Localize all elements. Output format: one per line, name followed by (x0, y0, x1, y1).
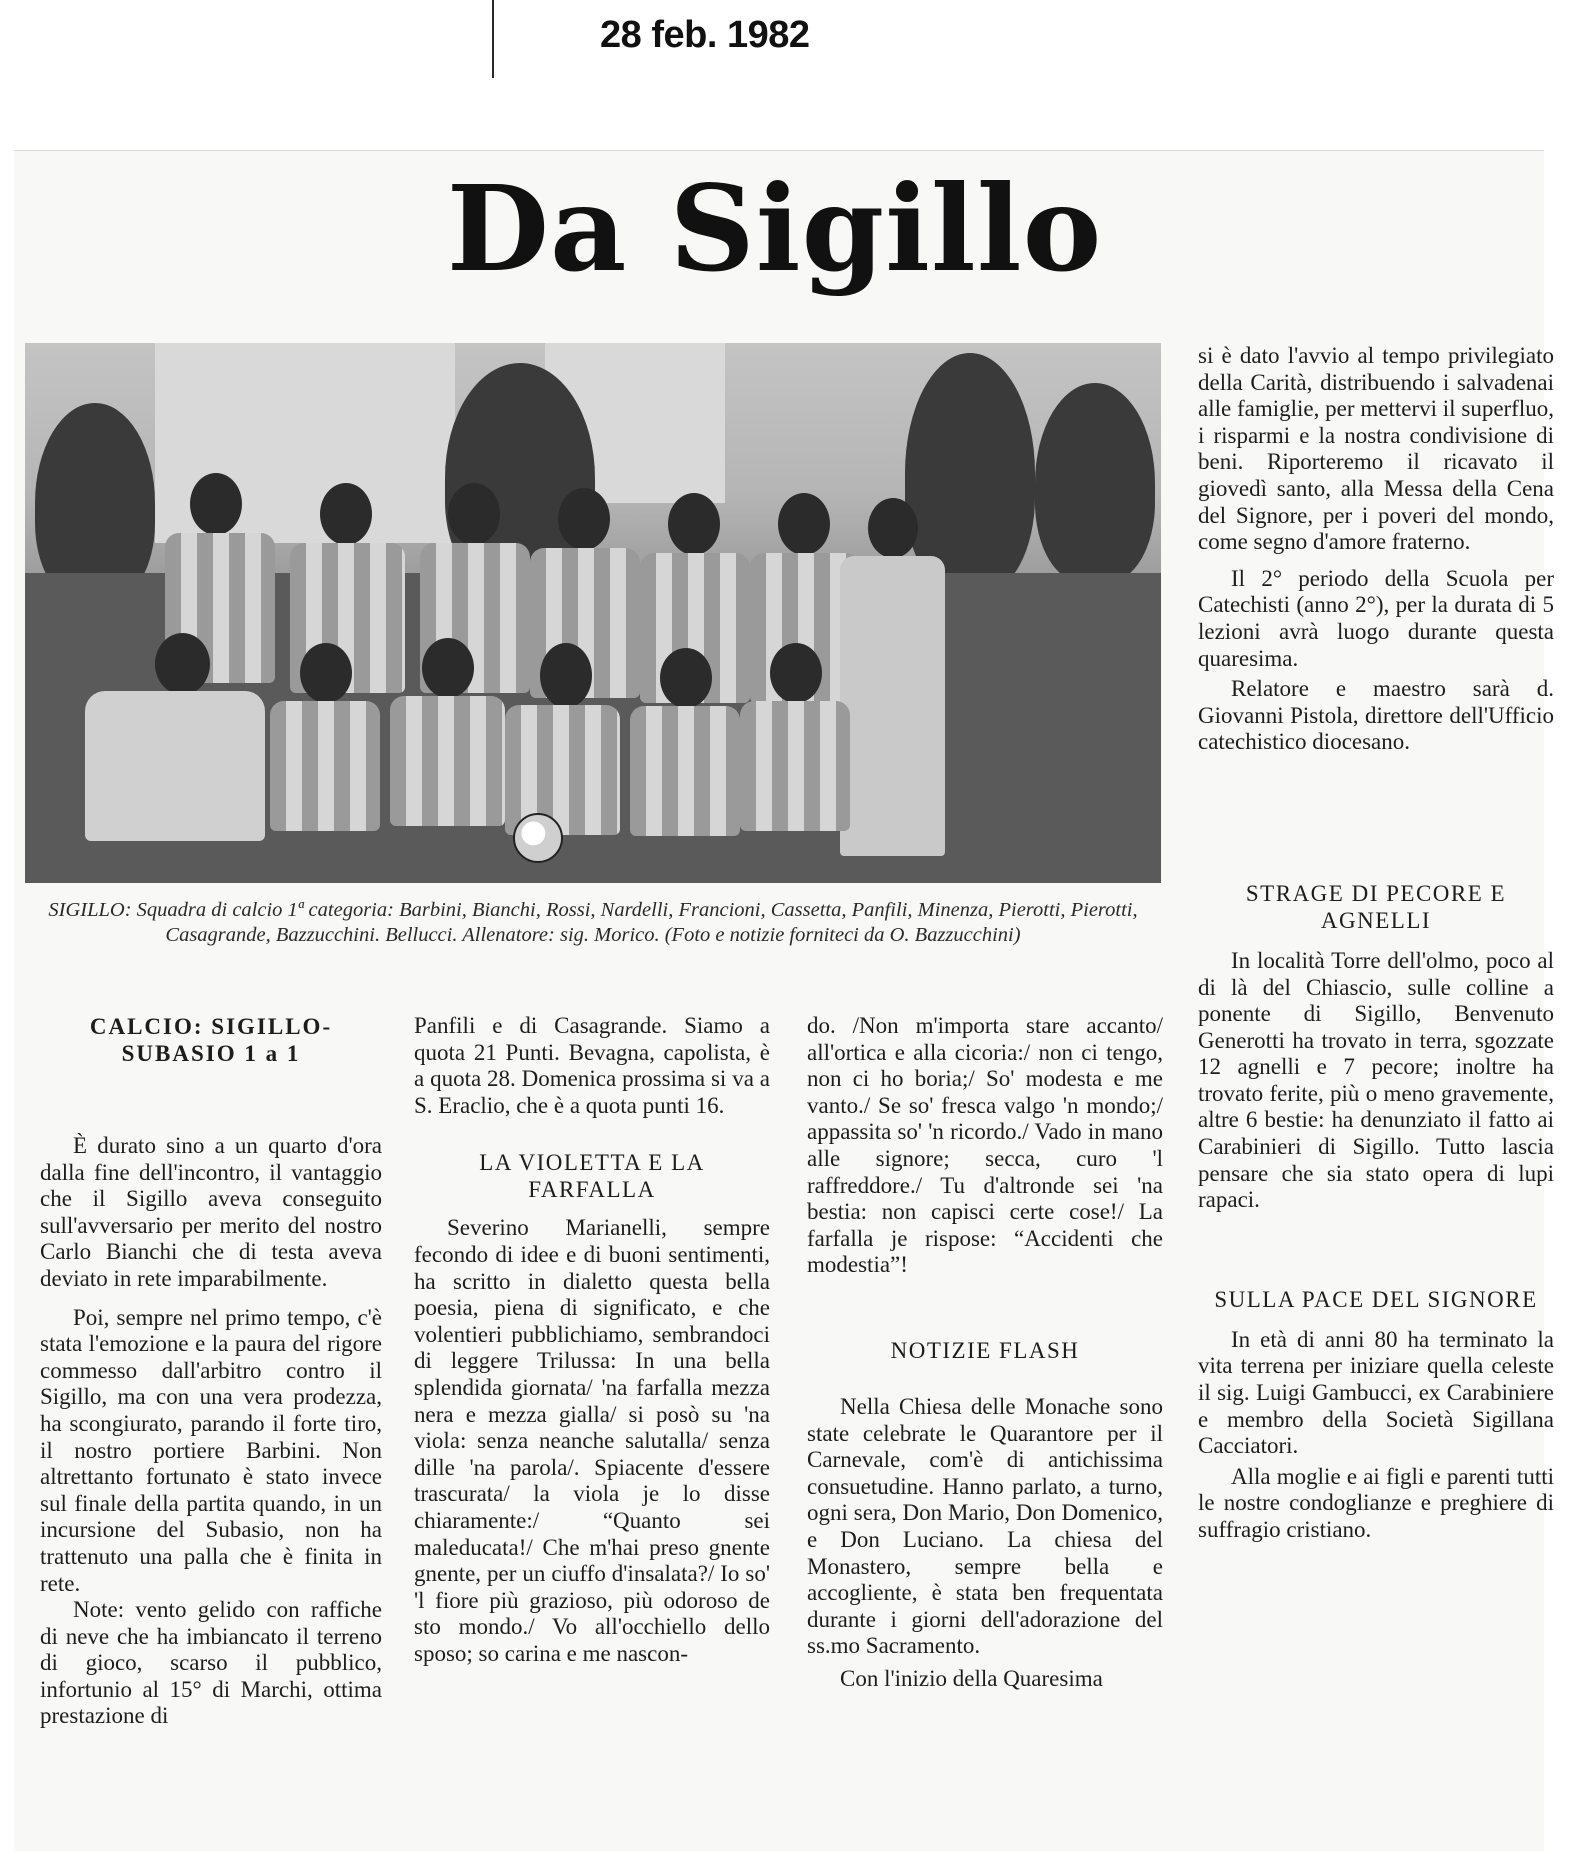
photo-head (422, 638, 474, 698)
photo-head (770, 643, 822, 703)
photo-jacket (85, 691, 265, 841)
column-1 (40, 1013, 382, 1730)
photo-coach-suit (840, 556, 945, 856)
masthead-title (0, 159, 1573, 298)
calcio-paragraph-3: Note: vento gelido con raffiche di neve che ha imbiancato il terreno di gioco, scarso il pubblico, infortunio al 15° di Marchi, ottima prestazione di (40, 1597, 382, 1729)
notizie-paragraph-4: Relatore e maestro sarà d. Giovanni Pistola, direttore dell'Ufficio catechistico diocesano. (1198, 676, 1554, 755)
calcio-paragraph-2: Poi, sempre nel primo tempo, c'è stata l'emozione e la paura del rigore commesso dall'arbitro contro il Sigillo, ma con una vera prodezza, ha scongiurato, parando il forte tiro, il nostro portiere Barbini. Non altrettanto fortunato è stato invece sul finale della partita quando, in un incursione del Subasio, non ha trattenuto una palla che è finita in rete. (40, 1304, 382, 1596)
photo-head (540, 643, 592, 708)
photo-jersey (390, 696, 505, 826)
column-2 (414, 1013, 770, 1667)
photo-head (190, 473, 242, 535)
calcio-paragraph-3-cont: Panfili e di Casagrande. Siamo a quota 21 Punti. Bevagna, capolista, è a quota 28. Domenica prossima si va a S. Eraclio, che è a quota punti 16. (414, 1013, 770, 1118)
notizie-heading: NOTIZIE FLASH (890, 1337, 1080, 1363)
photo-head (778, 493, 830, 555)
photo-jersey (630, 706, 740, 836)
photo-head (448, 483, 500, 545)
notizie-paragraph-2-cont: si è dato l'avvio al tempo privilegiato della Carità, distribuendo i salvadenai alle famiglie, per mettervi il superfluo, i risparmi e la nostra condivisione di beni. Riporteremo il ricavato il giovedì santo, alla Messa della Cena del Signore, per i poveri del mondo, come segno d'amore fraterno. (1198, 343, 1554, 555)
photo-head (868, 498, 918, 558)
masthead-text: Da Sigillo (446, 159, 1103, 298)
photo-jersey (505, 705, 620, 835)
photo-head (320, 483, 372, 545)
pace-paragraph-1: In età di anni 80 ha terminato la vita terrena per iniziare quella celeste il sig. Luigi Gambucci, ex Carabiniere e membro della Società Sigillana Cacciatori. (1198, 1326, 1554, 1459)
photo-jersey (270, 701, 380, 831)
photo-tree (1035, 383, 1155, 583)
team-photo (25, 343, 1161, 883)
photo-head (300, 643, 352, 703)
photo-head (155, 633, 210, 695)
strage-heading: STRAGE DI PECORE E AGNELLI (1245, 880, 1507, 933)
photo-head (558, 488, 610, 550)
photo-caption: SIGILLO: Squadra di calcio 1ª categoria: Barbini, Bianchi, Rossi, Nardelli, Francioni, Cassetta, Panfili, Minenza, Pierotti, Pierotti, Casagrande, Bazzucchini. Bellucci. Allenatore: sig. Morico. (Foto e notizie forniteci da O. Bazzucchini) (48, 899, 1138, 946)
photo-football (513, 813, 563, 863)
notizie-paragraph-1: Nella Chiesa delle Monache sono state celebrate le Quarantore per il Carnevale, com'è di antichissima consuetudine. Hanno parlato, a turno, ogni sera, Don Mario, Don Domenico, e Don Luciano. La chiesa del Monastero, sempre bella e accogliente, è stata ben frequentata durante i giorni dell'adorazione del ss.mo Sacramento. (807, 1393, 1163, 1659)
violetta-heading: LA VIOLETTA E LA FARFALLA (479, 1150, 705, 1203)
pace-heading: SULLA PACE DEL SIGNORE (1214, 1286, 1538, 1312)
pace-paragraph-2: Alla moglie e ai figli e parenti tutti le nostre condoglianze e preghiere di suffragio cristiano. (1198, 1463, 1554, 1542)
calcio-paragraph-1: È durato sino a un quarto d'ora dalla fine dell'incontro, il vantaggio che il Sigillo aveva conseguito sull'avversario per merito del nostro Carlo Bianchi che di testa aveva deviato in rete imparabilmente. (40, 1133, 382, 1291)
column-4 (1198, 343, 1554, 1544)
column-3 (807, 1013, 1163, 1692)
notizie-paragraph-2: Con l'inizio della Quaresima (840, 1665, 1103, 1691)
strage-paragraph-1: In località Torre dell'olmo, poco al di là del Chiascio, sulle colline a ponente di Sigillo, Benvenuto Generotti ha trovato in terra, sgozzate 12 agnelli e 7 pecore; inoltre ha trovato ferite, più o meno gravemente, altre 6 bestie: ha denunziato il fatto ai Carabinieri di Sigillo. Tutto lascia pensare che sia stato opera di lupi rapaci. (1198, 947, 1554, 1213)
violetta-paragraph-1: Severino Marianelli, sempre fecondo di idee e di buoni sentimenti, ha scritto in dialetto questa bella poesia, piena di significato, e che volentieri pubblichiamo, sembrandoci di leggere Trilussa: In una bella splendida giornata/ 'na farfalla mezza nera e mezza gialla/ si posò su 'na viola: senza neanche salutalla/ senza dille 'na parola/. Spiacente d'essere trascurata/ la viola je lo disse chiaramente:/ “Quanto sei maleducata!/ Che m'hai preso gnente gnente, per un ciuffo d'insalata?/ Io so' 'l fiore più grazioso, più odoroso de sto mondo./ Vo all'occhiello dello sposo; so carina e me nascon- (414, 1215, 770, 1666)
date-stamp: 28 feb. 1982 (600, 14, 810, 56)
photo-head (660, 648, 712, 708)
photo-head (668, 493, 720, 555)
violetta-paragraph-1-cont: do. /Non m'importa stare accanto/ all'ortica e alla cicoria:/ non ci tengo, non ci ho boria;/ So' modesta e me vanto./ Se so' fresca valgo 'n mondo;/ appassita so' 'n ricordo./ Vado in mano alle signore; secca, curo 'l raffreddore./ Tu d'altronde sei 'na bestia: non capisci certe cose!/ La farfalla je rispose: “Accidenti che modestia”! (807, 1013, 1163, 1278)
calcio-heading: CALCIO: SIGILLO-SUBASIO 1 a 1 (89, 1014, 333, 1066)
notizie-paragraph-3: Il 2° periodo della Scuola per Catechisti (anno 2°), per la durata di 5 lezioni avrà luogo durante questa quaresima. (1198, 565, 1554, 671)
clipping-edge-line (492, 0, 494, 78)
photo-jersey (740, 701, 850, 831)
